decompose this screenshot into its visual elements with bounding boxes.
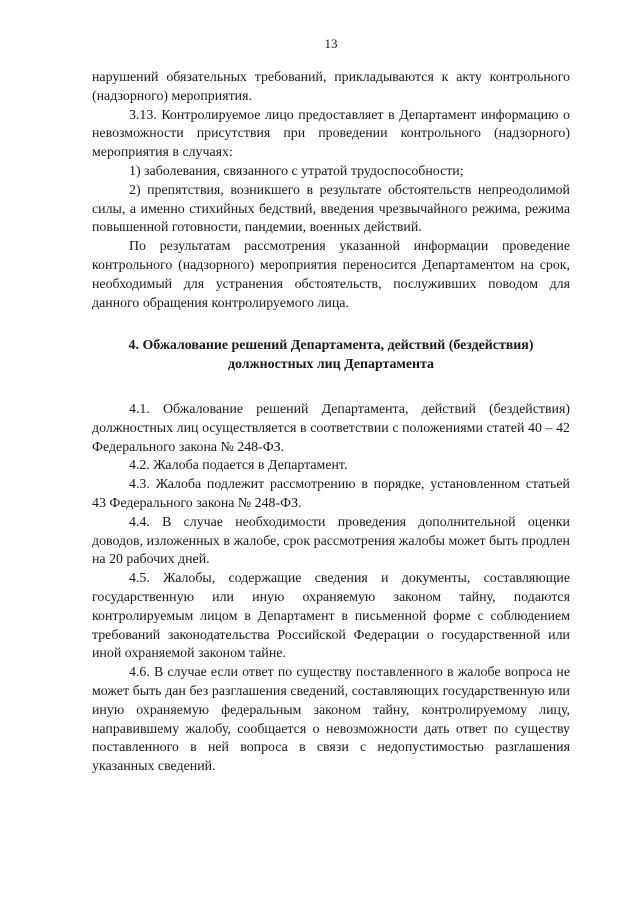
paragraph: 4.5. Жалобы, содержащие сведения и документы, составляющие государственную или иную охраняемую законом тайну, подаются контролируемым лицом в Департамент в письменной форме с соблюдением требований законодательства Российской Федерации о государственной или иной охраняемой законом тайне.: [92, 571, 570, 662]
paragraph: 1) заболевания, связанного с утратой трудоспособности;: [129, 163, 464, 179]
section-heading-line-2: должностных лиц Департамента: [227, 357, 435, 373]
paragraph: 4.3. Жалоба подлежит рассмотрению в порядке, установленном статьей 43 Федерального закона № 248-ФЗ.: [92, 477, 570, 511]
paragraph: 4.6. В случае если ответ по существу поставленного в жалобе вопроса не может быть дан без разглашения сведений, составляющих государственную или иную охраняемую федеральным законом тайну, контролируемому лицу, направившему жалобу, сообщается о невозможности дать ответ по существу поставленного в ней вопроса в связи с недопустимостью разглашения указанных сведений.: [92, 665, 570, 775]
paragraph: 2) препятствия, возникшего в результате обстоятельств непреодолимой силы, а именно стихийных бедствий, введения чрезвычайного режима, режима повышенной готовности, пандемии, военных действий.: [92, 182, 570, 236]
paragraph: нарушений обязательных требований, прикладываются к акту контрольного (надзорного) мероприятия.: [92, 70, 570, 104]
section-heading-line-1: 4. Обжалование решений Департамента, действий (бездействия): [128, 338, 534, 354]
paragraph: 4.1. Обжалование решений Департамента, действий (бездействия) должностных лиц осуществляется в соответствии с положениями статей 40 – 42 Федерального закона № 248-ФЗ.: [92, 401, 570, 455]
document-body: [92, 69, 570, 777]
paragraph: 4.2. Жалоба подается в Департамент.: [129, 458, 348, 474]
paragraph: 4.4. В случае необходимости проведения дополнительной оценки доводов, изложенных в жалобе, срок рассмотрения жалобы может быть продлен на 20 рабочих дней.: [92, 514, 570, 568]
section-heading: [92, 337, 570, 375]
paragraph: 3.13. Контролируемое лицо предоставляет в Департамент информацию о невозможности присутствия при проведении контрольного (надзорного) мероприятия в случаях:: [92, 107, 570, 161]
page-number: 13: [324, 36, 338, 51]
paragraph: По результатам рассмотрения указанной информации проведение контрольного (надзорного) мероприятия переносится Департаментом на срок, необходимый для устранения обстоятельств, послуживших поводом для данного обращения контролируемого лица.: [92, 239, 570, 311]
